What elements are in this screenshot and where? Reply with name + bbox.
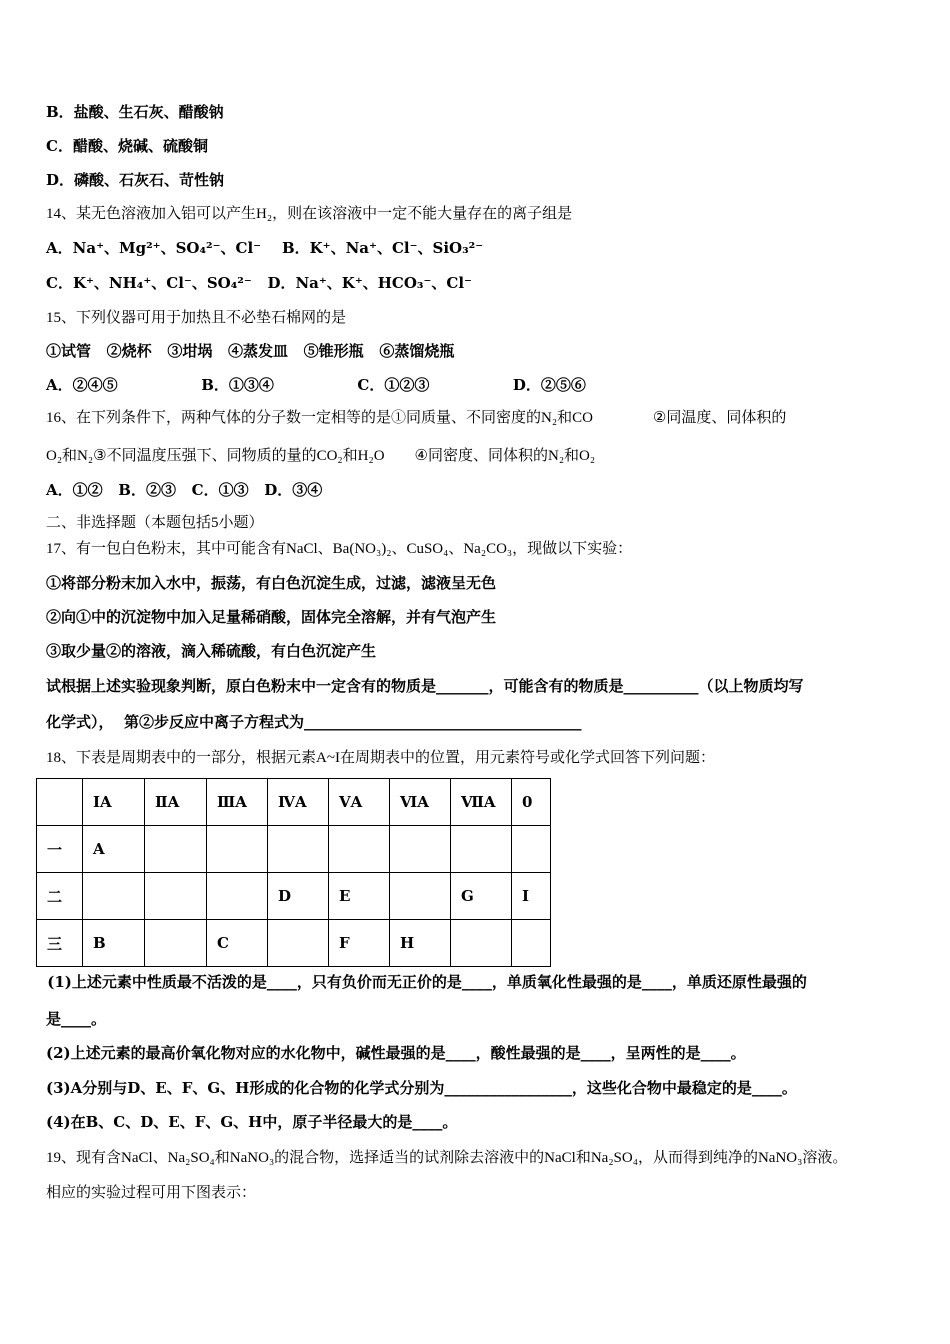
table-row xyxy=(37,826,551,873)
text-line: 18、下表是周期表中的一部分，根据元素A~I在周期表中的位置，用元素符号或化学式回答下列问题： xyxy=(46,750,715,766)
text-line: A．Na⁺、Mg²⁺、SO₄²⁻、Cl⁻ B．K⁺、Na⁺、Cl⁻、SiO₃²⁻ xyxy=(46,239,484,257)
table-cell xyxy=(145,873,207,920)
table-row xyxy=(37,920,551,967)
table-cell: 三 xyxy=(37,920,83,967)
table-cell: ⅡA xyxy=(145,779,207,826)
table-cell xyxy=(207,873,268,920)
text-line: B．盐酸、生石灰、醋酸钠 xyxy=(46,103,224,121)
text-line: 试根据上述实验现象判断，原白色粉末中一定含有的物质是_______，可能含有的物质是__________（以上物质均写 xyxy=(46,677,804,695)
table-cell xyxy=(37,779,83,826)
table-cell xyxy=(390,873,451,920)
table-cell xyxy=(83,873,145,920)
table-cell: F xyxy=(329,920,390,967)
table-cell xyxy=(512,826,551,873)
text-line: ②向①中的沉淀物中加入足量稀硝酸，固体完全溶解，并有气泡产生 xyxy=(46,608,497,626)
periodic-table xyxy=(36,778,551,967)
text-line: 17、有一包白色粉末，其中可能含有NaCl、Ba(NO₃)₂、CuSO₄、Na₂CO₃，现做以下实验： xyxy=(46,541,633,557)
table-cell xyxy=(390,826,451,873)
table-row xyxy=(37,779,551,826)
table-cell xyxy=(329,826,390,873)
text-line: 15、下列仪器可用于加热且不必垫石棉网的是 xyxy=(46,310,347,326)
text-line: 是____。 xyxy=(46,1010,107,1028)
text-line: C．醋酸、烧碱、硫酸铜 xyxy=(46,137,208,155)
table-cell: ⅦA xyxy=(451,779,512,826)
table-cell: 一 xyxy=(37,826,83,873)
table-cell xyxy=(451,920,512,967)
text-line: 化学式）， 第②步反应中离子方程式为_____________________________________ xyxy=(46,713,582,731)
text-line: 14、某无色溶液加入铝可以产生H₂，则在该溶液中一定不能大量存在的离子组是 xyxy=(46,206,573,222)
table-cell xyxy=(207,826,268,873)
text-line: 16、在下列条件下，两种气体的分子数一定相等的是①同质量、不同密度的N₂和CO ②同温度、同体积的 xyxy=(46,410,787,426)
text-line: A．②④⑤ B．①③④ C．①②③ D．②⑤⑥ xyxy=(46,376,586,394)
table-cell xyxy=(512,920,551,967)
table-cell: ⅢA xyxy=(207,779,268,826)
table-cell: I xyxy=(512,873,551,920)
text-line: (2)上述元素的最高价氧化物对应的水化物中，碱性最强的是____，酸性最强的是____，呈两性的是____。 xyxy=(46,1044,746,1062)
text-line: A．①② B．②③ C．①③ D．③④ xyxy=(46,481,323,499)
text-line: 相应的实验过程可用下图表示： xyxy=(46,1185,257,1201)
table-cell: C xyxy=(207,920,268,967)
text-line: O₂和N₂③不同温度压强下、同物质的量的CO₂和H₂O ④同密度、同体积的N₂和O₂ xyxy=(46,448,596,464)
text-line: ③取少量②的溶液，滴入稀硫酸，有白色沉淀产生 xyxy=(46,642,377,660)
table-cell: E xyxy=(329,873,390,920)
table-cell: 二 xyxy=(37,873,83,920)
text-line: ①试管 ②烧杯 ③坩埚 ④蒸发皿 ⑤锥形瓶 ⑥蒸馏烧瓶 xyxy=(46,342,455,360)
table-cell: H xyxy=(390,920,451,967)
text-line: (1)上述元素中性质最不活泼的是____，只有负价而无正价的是____，单质氧化性最强的是____，单质还原性最强的 xyxy=(42,973,807,991)
table-cell: ⅠA xyxy=(83,779,145,826)
table-cell: B xyxy=(83,920,145,967)
text-line: ①将部分粉末加入水中，振荡，有白色沉淀生成，过滤，滤液呈无色 xyxy=(46,574,497,592)
table-cell xyxy=(145,920,207,967)
table-cell: ⅥA xyxy=(390,779,451,826)
text-line: (4)在B、C、D、E、F、G、H中，原子半径最大的是____。 xyxy=(46,1113,458,1131)
table-cell xyxy=(451,826,512,873)
text-line: (3)A分别与D、E、F、G、H形成的化合物的化学式分别为_________________，这些化合物中最稳定的是____。 xyxy=(46,1079,797,1097)
table-cell: A xyxy=(83,826,145,873)
text-line: 二、非选择题（本题包括5小题） xyxy=(46,515,264,531)
table-cell xyxy=(145,826,207,873)
text-line: C．K⁺、NH₄⁺、Cl⁻、SO₄²⁻ D．Na⁺、K⁺、HCO₃⁻、Cl⁻ xyxy=(46,274,472,292)
table-cell: ⅤA xyxy=(329,779,390,826)
table-cell xyxy=(268,826,329,873)
table-cell: 0 xyxy=(512,779,551,826)
table-cell: ⅣA xyxy=(268,779,329,826)
text-line: 19、现有含NaCl、Na₂SO₄和NaNO₃的混合物，选择适当的试剂除去溶液中的NaCl和Na₂SO₄，从而得到纯净的NaNO₃溶液。 xyxy=(46,1150,848,1166)
table-cell: G xyxy=(451,873,512,920)
text-line: D．磷酸、石灰石、苛性钠 xyxy=(46,171,225,189)
table-cell xyxy=(268,920,329,967)
table-cell: D xyxy=(268,873,329,920)
table-row xyxy=(37,873,551,920)
